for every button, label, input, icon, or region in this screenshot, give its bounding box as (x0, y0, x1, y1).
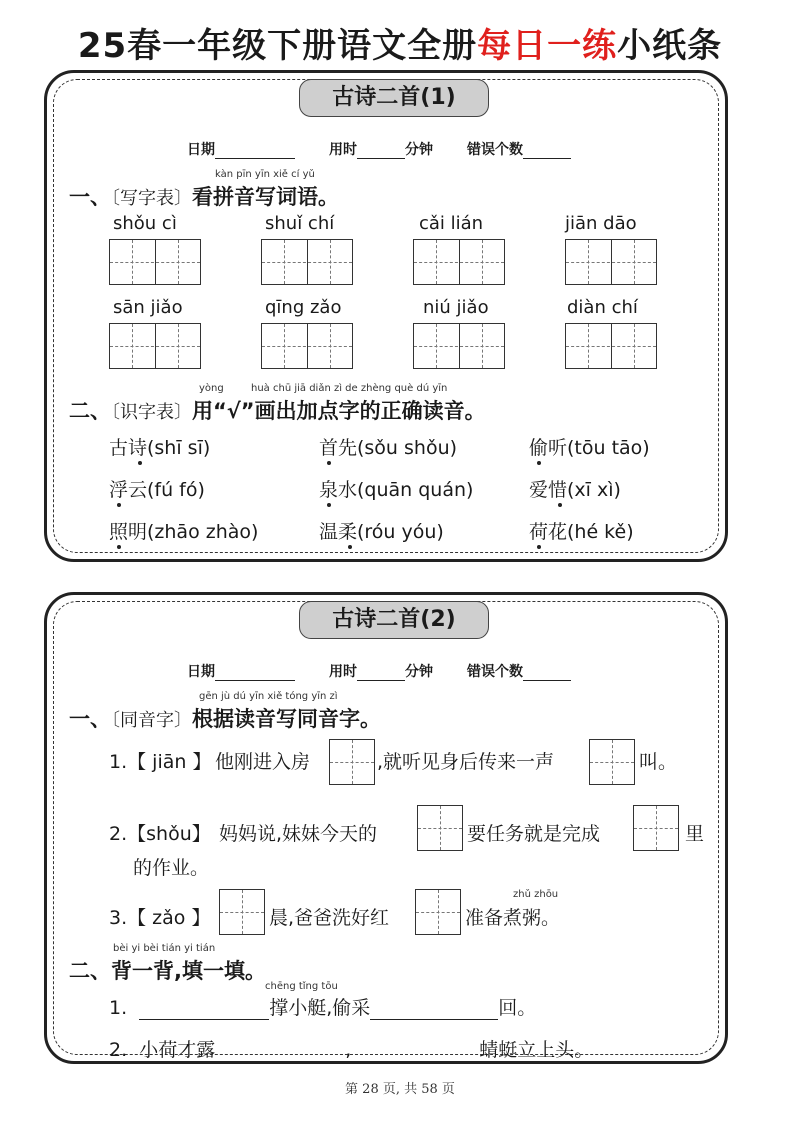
s1-text-a: 他刚进入房 (215, 751, 311, 773)
s1-text-c: 叫。 (639, 751, 678, 773)
recite-line-1: 1. 撑小艇,偷采 回。 (109, 997, 537, 1019)
title-part2: 每日一练 (477, 26, 618, 66)
writing-grid-1[interactable] (109, 239, 201, 285)
q1-pinyin-above: kàn pīn yīn xiě cí yǔ (215, 169, 315, 180)
s3-pinyin-above: zhǔ zhōu (513, 889, 559, 900)
fill-blank-1[interactable] (139, 999, 269, 1020)
lesson2-q1-heading: 一、〔同音字〕根据读音写同音字。 (69, 707, 381, 731)
reading-item-8[interactable]: 温柔(róu yóu) (319, 521, 444, 543)
date-blank[interactable] (215, 144, 295, 159)
title-part1: 25春一年级下册语文全册 (77, 26, 478, 66)
lesson1-card (44, 70, 728, 562)
s3-text-b: 准备煮粥。 (465, 907, 561, 929)
tag-label: 〔同音字〕 (111, 710, 192, 731)
l1-pinyin-above: chēng tǐng tōu (265, 981, 338, 992)
page-title (0, 18, 800, 67)
pinyin-4: jiān dāo (565, 213, 637, 234)
s3-text-a: 晨,爸爸洗好红 (269, 907, 390, 929)
emphasis-dot (327, 503, 331, 507)
answer-box-1[interactable] (329, 739, 375, 785)
s2-text-a: 妈妈说,妹妹今天的 (219, 823, 378, 845)
recite-line-2: 2. 小荷才露 , 蜻蜓立上头。 (109, 1039, 594, 1061)
tag-label: 〔写字表〕 (111, 188, 192, 209)
time-label: 用时 (329, 664, 357, 680)
emphasis-dot (327, 461, 331, 465)
lesson1-meta (187, 139, 571, 159)
pinyin-6: qīng zǎo (265, 297, 342, 318)
fill-blank-3[interactable] (215, 1041, 345, 1062)
time-label: 用时 (329, 142, 357, 158)
minutes-label: 分钟 (405, 664, 433, 680)
s2-label: 2.【shǒu】 (109, 823, 211, 845)
time-blank[interactable] (357, 144, 405, 159)
page-footer: 第 28 页, 共 58 页 (345, 1082, 455, 1097)
s3-label: 3.【 zǎo 】 (109, 907, 211, 929)
emphasis-dot (537, 461, 541, 465)
minutes-label: 分钟 (405, 142, 433, 158)
date-blank[interactable] (215, 666, 295, 681)
writing-grid-3[interactable] (413, 239, 505, 285)
emphasis-dot (138, 461, 142, 465)
errors-blank[interactable] (523, 666, 571, 681)
errors-label: 错误个数 (467, 142, 523, 158)
reading-item-9[interactable]: 荷花(hé kě) (529, 521, 634, 543)
writing-grid-4[interactable] (565, 239, 657, 285)
tag-label: 〔识字表〕 (111, 402, 192, 423)
s2-text-c: 里 (685, 823, 705, 845)
reading-item-4[interactable]: 浮云(fú fó) (109, 479, 205, 501)
pinyin-8: diàn chí (567, 297, 638, 318)
date-label: 日期 (187, 142, 215, 158)
answer-box-2[interactable] (589, 739, 635, 785)
emphasis-dot (117, 503, 121, 507)
emphasis-dot (348, 545, 352, 549)
pinyin-2: shuǐ chí (265, 213, 335, 234)
reading-item-3[interactable]: 偷听(tōu tāo) (529, 437, 650, 459)
fill-blank-4[interactable] (351, 1041, 479, 1062)
writing-grid-2[interactable] (261, 239, 353, 285)
answer-box-6[interactable] (415, 889, 461, 935)
writing-grid-5[interactable] (109, 323, 201, 369)
reading-item-7[interactable]: 照明(zhāo zhào) (109, 521, 259, 543)
errors-blank[interactable] (523, 144, 571, 159)
lesson1-q1-heading: 一、〔写字表〕看拼音写词语。 (69, 185, 339, 209)
answer-box-5[interactable] (219, 889, 265, 935)
emphasis-dot (537, 545, 541, 549)
fill-blank-2[interactable] (370, 999, 498, 1020)
pinyin-1: shǒu cì (113, 213, 177, 234)
l2q2-pinyin-above: bèi yi bèi tián yi tián (113, 943, 216, 954)
lesson1-q2-heading: 二、〔识字表〕用“√”画出加点字的正确读音。 (69, 399, 486, 423)
q2-pinyin-above-b: huà chū jiā diǎn zì de zhèng què dú yīn (251, 383, 448, 394)
s1-text-b: ,就听见身后传来一声 (377, 751, 555, 773)
reading-item-6[interactable]: 爱惜(xī xì) (529, 479, 621, 501)
s2-text-b: 要任务就是完成 (467, 823, 601, 845)
time-blank[interactable] (357, 666, 405, 681)
q2-pinyin-above-a: yòng (199, 383, 224, 394)
writing-grid-8[interactable] (565, 323, 657, 369)
pinyin-7: niú jiǎo (423, 297, 489, 318)
emphasis-dot (558, 503, 562, 507)
s1-label: 1.【 jiān 】 (109, 751, 212, 773)
reading-item-1[interactable]: 古诗(shī sī) (109, 437, 211, 459)
lesson2-q2-heading: 二、背一背,填一填。 (69, 959, 266, 983)
answer-box-3[interactable] (417, 805, 463, 851)
lesson2-card (44, 592, 728, 1064)
lesson2-title: 古诗二首(2) (299, 601, 489, 639)
reading-item-2[interactable]: 首先(sǒu shǒu) (319, 437, 458, 459)
title-part3: 小纸条 (617, 26, 723, 66)
pinyin-3: cǎi lián (419, 213, 484, 234)
s2-text-d: 的作业。 (133, 857, 210, 879)
reading-item-5[interactable]: 泉水(quān quán) (319, 479, 474, 501)
pinyin-5: sān jiǎo (113, 297, 183, 318)
lesson1-title: 古诗二首(1) (299, 79, 489, 117)
writing-grid-7[interactable] (413, 323, 505, 369)
errors-label: 错误个数 (467, 664, 523, 680)
date-label: 日期 (187, 664, 215, 680)
l2q1-pinyin-above: gēn jù dú yīn xiě tóng yīn zì (199, 691, 338, 702)
emphasis-dot (117, 545, 121, 549)
writing-grid-6[interactable] (261, 323, 353, 369)
lesson2-meta (187, 661, 571, 681)
answer-box-4[interactable] (633, 805, 679, 851)
